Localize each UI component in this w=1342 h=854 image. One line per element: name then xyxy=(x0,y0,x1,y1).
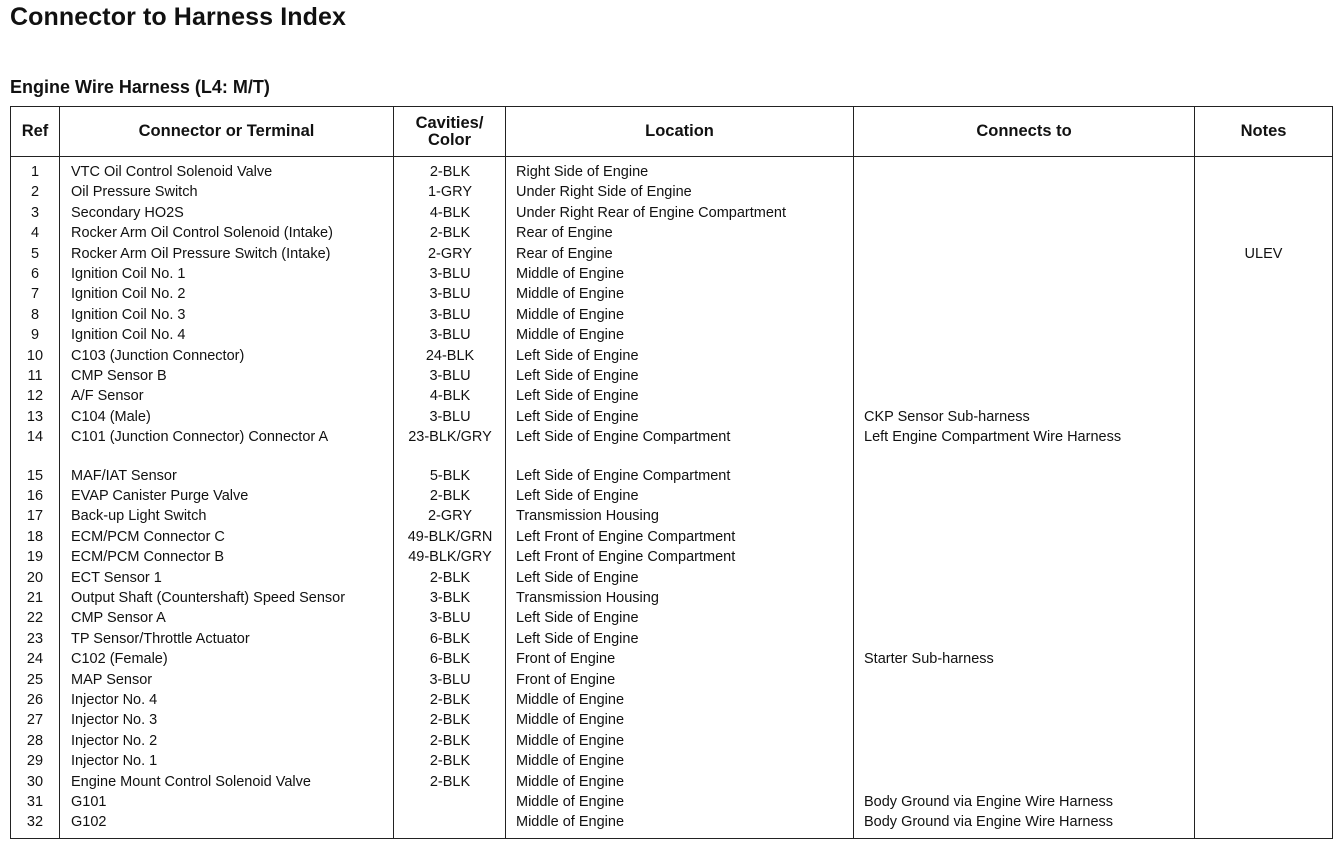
ref-cell: 9 xyxy=(30,327,40,344)
connector-cell: EVAP Canister Purge Valve xyxy=(71,488,249,505)
ref-cell: 6 xyxy=(30,265,40,282)
cavities-cell: 5-BLK xyxy=(429,467,471,484)
ref-cell: 17 xyxy=(26,508,44,525)
header-cavities-line2: Color xyxy=(427,130,472,149)
connector-cell: Secondary HO2S xyxy=(71,204,184,221)
table-row xyxy=(11,690,1332,710)
connector-cell: CMP Sensor A xyxy=(71,610,166,627)
ref-cell: 32 xyxy=(26,814,44,831)
connector-cell: Ignition Coil No. 2 xyxy=(71,286,186,303)
table-row xyxy=(11,751,1332,771)
ref-cell: 5 xyxy=(30,245,40,262)
ref-cell: 23 xyxy=(26,630,44,647)
ref-cell: 14 xyxy=(26,429,44,446)
location-cell: Front of Engine xyxy=(516,651,616,668)
connects-to-cell: Left Engine Compartment Wire Harness xyxy=(864,429,1122,446)
location-cell: Middle of Engine xyxy=(516,814,625,831)
ref-cell: 22 xyxy=(26,610,44,627)
table-row xyxy=(11,284,1332,304)
cavities-cell: 3-BLU xyxy=(429,671,471,688)
location-cell: Middle of Engine xyxy=(516,753,625,770)
cavities-cell: 2-BLK xyxy=(429,691,471,708)
connects-to-cell: Body Ground via Engine Wire Harness xyxy=(864,793,1114,810)
cavities-cell: 24-BLK xyxy=(425,347,475,364)
location-cell: Under Right Rear of Engine Compartment xyxy=(516,204,786,221)
table-row xyxy=(11,568,1332,588)
cavities-cell: 3-BLU xyxy=(429,306,471,323)
connector-cell: Injector No. 2 xyxy=(71,732,158,749)
ref-cell: 20 xyxy=(26,569,44,586)
ref-cell: 26 xyxy=(26,691,44,708)
table-row xyxy=(11,325,1332,345)
notes-cell: ULEV xyxy=(1244,245,1283,262)
connector-cell: A/F Sensor xyxy=(71,388,144,405)
table-row xyxy=(11,731,1332,751)
header-connects-to: Connects to xyxy=(976,122,1072,140)
location-cell: Middle of Engine xyxy=(516,265,625,282)
location-cell: Left Side of Engine xyxy=(516,388,639,405)
table-row xyxy=(11,223,1332,243)
table-row xyxy=(11,386,1332,406)
ref-cell: 3 xyxy=(30,204,40,221)
location-cell: Front of Engine xyxy=(516,671,616,688)
header-location: Location xyxy=(645,122,714,140)
header-ref: Ref xyxy=(21,122,49,140)
cavities-cell: 3-BLU xyxy=(429,367,471,384)
location-cell: Left Side of Engine xyxy=(516,367,639,384)
table-row xyxy=(11,182,1332,202)
ref-cell: 27 xyxy=(26,712,44,729)
table-row xyxy=(11,649,1332,669)
ref-cell: 16 xyxy=(26,488,44,505)
cavities-cell: 4-BLK xyxy=(429,204,471,221)
location-cell: Middle of Engine xyxy=(516,691,625,708)
table-row xyxy=(11,366,1332,386)
connector-cell: Ignition Coil No. 1 xyxy=(71,265,186,282)
header-divider xyxy=(11,156,1332,157)
header-cavities-line1: Cavities/ xyxy=(415,113,484,132)
header-notes: Notes xyxy=(1240,122,1287,140)
ref-cell: 8 xyxy=(30,306,40,323)
connector-cell: Rocker Arm Oil Pressure Switch (Intake) xyxy=(71,245,331,262)
connector-table xyxy=(10,106,1333,839)
ref-cell: 25 xyxy=(26,671,44,688)
table-row xyxy=(11,203,1332,223)
cavities-cell: 3-BLK xyxy=(429,590,471,606)
ref-cell: 10 xyxy=(26,347,44,364)
location-cell: Transmission Housing xyxy=(516,508,659,525)
cavities-cell: 2-BLK xyxy=(429,753,471,770)
table-row xyxy=(11,407,1332,427)
table-row xyxy=(11,670,1332,690)
connector-cell: Ignition Coil No. 3 xyxy=(71,306,186,323)
cavities-cell: 3-BLU xyxy=(429,610,471,627)
table-row xyxy=(11,427,1332,447)
table-row xyxy=(11,506,1332,526)
connector-cell: G101 xyxy=(71,793,107,810)
connector-cell: Injector No. 4 xyxy=(71,691,158,708)
section-title: Engine Wire Harness (L4: M/T) xyxy=(10,77,270,97)
cavities-cell: 2-GRY xyxy=(427,508,473,525)
table-row xyxy=(11,466,1332,486)
ref-cell: 13 xyxy=(26,408,44,425)
ref-cell: 30 xyxy=(26,773,44,790)
connects-to-cell: CKP Sensor Sub-harness xyxy=(864,408,1030,425)
connector-cell: Back-up Light Switch xyxy=(71,508,207,525)
connector-cell: Rocker Arm Oil Control Solenoid (Intake) xyxy=(71,225,333,242)
table-row xyxy=(11,527,1332,547)
connects-to-cell: Starter Sub-harness xyxy=(864,651,994,668)
location-cell: Middle of Engine xyxy=(516,286,625,303)
ref-cell: 15 xyxy=(26,467,44,484)
table-row xyxy=(11,305,1332,325)
table-row xyxy=(11,162,1332,182)
location-cell: Left Side of Engine xyxy=(516,569,639,586)
connector-cell: C104 (Male) xyxy=(71,408,151,425)
cavities-cell: 3-BLU xyxy=(429,286,471,303)
location-cell: Right Side of Engine xyxy=(516,164,649,180)
page-title: Connector to Harness Index xyxy=(10,3,346,31)
connects-to-cell: Body Ground via Engine Wire Harness xyxy=(864,814,1114,831)
cavities-cell: 3-BLU xyxy=(429,408,471,425)
ref-cell: 31 xyxy=(26,793,44,810)
location-cell: Left Side of Engine Compartment xyxy=(516,467,731,484)
cavities-cell: 2-BLK xyxy=(429,488,471,505)
location-cell: Left Side of Engine xyxy=(516,630,639,647)
cavities-cell: 49-BLK/GRY xyxy=(408,549,492,566)
connector-cell: Engine Mount Control Solenoid Valve xyxy=(71,773,311,790)
cavities-cell: 6-BLK xyxy=(429,630,471,647)
ref-cell: 1 xyxy=(30,164,40,180)
location-cell: Left Side of Engine xyxy=(516,610,639,627)
cavities-cell: 3-BLU xyxy=(429,327,471,344)
location-cell: Left Side of Engine xyxy=(516,408,639,425)
cavities-cell: 2-BLK xyxy=(429,164,471,180)
connector-cell: TP Sensor/Throttle Actuator xyxy=(71,630,250,647)
cavities-cell: 2-BLK xyxy=(429,773,471,790)
ref-cell: 7 xyxy=(30,286,40,303)
table-body xyxy=(11,162,1332,833)
cavities-cell: 1-GRY xyxy=(427,184,473,201)
connector-cell: MAP Sensor xyxy=(71,671,153,688)
cavities-cell: 49-BLK/GRN xyxy=(407,528,493,545)
table-row xyxy=(11,588,1332,608)
cavities-cell: 2-BLK xyxy=(429,225,471,242)
cavities-cell: 6-BLK xyxy=(429,651,471,668)
location-cell: Middle of Engine xyxy=(516,773,625,790)
connector-cell: C102 (Female) xyxy=(71,651,168,668)
location-cell: Left Front of Engine Compartment xyxy=(516,528,736,545)
cavities-cell: 23-BLK/GRY xyxy=(408,429,492,446)
ref-cell: 12 xyxy=(26,388,44,405)
location-cell: Left Side of Engine xyxy=(516,488,639,505)
header-connector: Connector or Terminal xyxy=(138,122,315,140)
connector-cell: VTC Oil Control Solenoid Valve xyxy=(71,164,273,180)
location-cell: Under Right Side of Engine xyxy=(516,184,692,201)
table-row xyxy=(11,792,1332,812)
connector-cell: G102 xyxy=(71,814,107,831)
table-row xyxy=(11,547,1332,567)
location-cell: Left Side of Engine Compartment xyxy=(516,429,731,446)
table-row xyxy=(11,486,1332,506)
connector-cell: ECM/PCM Connector B xyxy=(71,549,225,566)
connector-cell: Injector No. 1 xyxy=(71,753,158,770)
connector-cell: Injector No. 3 xyxy=(71,712,158,729)
table-row xyxy=(11,772,1332,792)
location-cell: Middle of Engine xyxy=(516,327,625,344)
connector-cell: MAF/IAT Sensor xyxy=(71,467,177,484)
location-cell: Left Side of Engine xyxy=(516,347,639,364)
cavities-cell: 4-BLK xyxy=(429,388,471,405)
connector-cell: Oil Pressure Switch xyxy=(71,184,198,201)
ref-cell: 28 xyxy=(26,732,44,749)
ref-cell: 2 xyxy=(30,184,40,201)
location-cell: Middle of Engine xyxy=(516,732,625,749)
ref-cell: 4 xyxy=(30,225,40,242)
connector-cell: Output Shaft (Countershaft) Speed Sensor xyxy=(71,590,346,606)
location-cell: Left Front of Engine Compartment xyxy=(516,549,736,566)
connector-cell: ECT Sensor 1 xyxy=(71,569,162,586)
ref-cell: 21 xyxy=(26,590,44,606)
ref-cell: 18 xyxy=(26,528,44,545)
header-cavities xyxy=(394,107,505,156)
connector-cell: C103 (Junction Connector) xyxy=(71,347,245,364)
table-row xyxy=(11,244,1332,264)
cavities-cell: 2-BLK xyxy=(429,569,471,586)
ref-cell: 29 xyxy=(26,753,44,770)
cavities-cell: 2-BLK xyxy=(429,732,471,749)
connector-cell: C101 (Junction Connector) Connector A xyxy=(71,429,329,446)
cavities-cell: 2-GRY xyxy=(427,245,473,262)
table-row xyxy=(11,629,1332,649)
location-cell: Middle of Engine xyxy=(516,712,625,729)
table-row xyxy=(11,812,1332,832)
table-row xyxy=(11,346,1332,366)
location-cell: Rear of Engine xyxy=(516,225,613,242)
table-row xyxy=(11,710,1332,730)
location-cell: Rear of Engine xyxy=(516,245,613,262)
table-row xyxy=(11,608,1332,628)
ref-cell: 19 xyxy=(26,549,44,566)
table-row xyxy=(11,264,1332,284)
location-cell: Transmission Housing xyxy=(516,590,659,606)
ref-cell: 11 xyxy=(27,367,43,384)
location-cell: Middle of Engine xyxy=(516,306,625,323)
connector-cell: CMP Sensor B xyxy=(71,367,167,384)
connector-cell: Ignition Coil No. 4 xyxy=(71,327,186,344)
connector-cell: ECM/PCM Connector C xyxy=(71,528,225,545)
cavities-cell: 3-BLU xyxy=(429,265,471,282)
ref-cell: 24 xyxy=(26,651,44,668)
location-cell: Middle of Engine xyxy=(516,793,625,810)
cavities-cell: 2-BLK xyxy=(429,712,471,729)
